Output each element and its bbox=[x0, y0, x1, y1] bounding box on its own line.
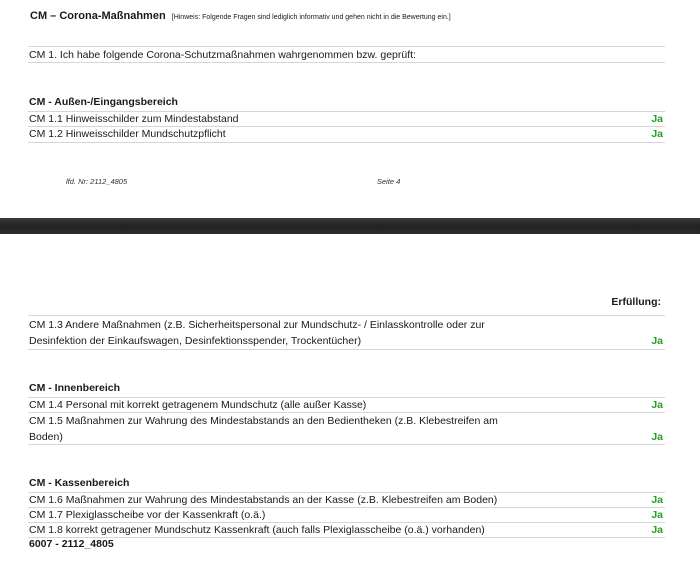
section-title-corona bbox=[30, 10, 451, 22]
question-row-cm1-2 bbox=[28, 126, 665, 143]
question-text: CM 1.1 Hinweisschilder zum Mindestabstand bbox=[29, 113, 239, 125]
question-text-line1: CM 1.3 Andere Maßnahmen (z.B. Sicherheitspersonal zur Mundschutz- / Einlasskontrolle oder zur bbox=[29, 319, 485, 331]
question-cm1 bbox=[28, 46, 665, 63]
page-break-separator bbox=[0, 218, 700, 234]
question-text: CM 1.8 korrekt getragener Mundschutz Kassenkraft (auch falls Plexiglasscheibe (o.ä.) vorhanden) bbox=[29, 524, 485, 536]
question-cm1-text: CM 1. Ich habe folgende Corona-Schutzmaßnahmen wahrgenommen bzw. geprüft: bbox=[29, 49, 416, 61]
title-note: [Hinweis: Folgende Fragen sind lediglich informativ und gehen nicht in die Bewertung ein.] bbox=[171, 14, 451, 21]
question-row-cm1-3 bbox=[28, 315, 665, 350]
footer-page-number: Seite 4 bbox=[377, 177, 401, 186]
question-row-cm1-7 bbox=[28, 507, 665, 523]
document-code: 6007 - 2112_4805 bbox=[29, 538, 114, 550]
question-row-cm1-1 bbox=[28, 111, 665, 127]
question-row-cm1-5 bbox=[28, 412, 665, 445]
question-text: CM 1.6 Maßnahmen zur Wahrung des Mindestabstands an der Kasse (z.B. Klebestreifen am Boden) bbox=[29, 494, 498, 506]
answer-value: Ja bbox=[651, 494, 663, 506]
section-heading-aussen: CM - Außen-/Eingangsbereich bbox=[29, 96, 178, 108]
section-heading-innen: CM - Innenbereich bbox=[29, 382, 121, 394]
footer-lfd-nr: lfd. Nr: 2112_4805 bbox=[66, 177, 128, 186]
answer-value: Ja bbox=[651, 524, 663, 536]
section-heading-kasse: CM - Kassenbereich bbox=[29, 477, 130, 489]
question-text: CM 1.7 Plexiglasscheibe vor der Kassenkraft (o.ä.) bbox=[29, 509, 266, 521]
answer-value: Ja bbox=[651, 509, 663, 521]
question-row-cm1-4 bbox=[28, 397, 665, 413]
answer-value: Ja bbox=[651, 399, 663, 411]
question-text-line2: Boden) bbox=[29, 431, 63, 443]
answer-value: Ja bbox=[651, 335, 663, 347]
erfuellung-header: Erfüllung: bbox=[611, 296, 661, 308]
question-text-line2: Desinfektion der Einkaufswagen, Desinfektionsspender, Trockentücher) bbox=[29, 335, 362, 347]
title-text: CM – Corona-Maßnahmen bbox=[30, 10, 166, 22]
question-row-cm1-6 bbox=[28, 492, 665, 508]
question-row-cm1-8 bbox=[28, 522, 665, 538]
answer-value: Ja bbox=[651, 128, 663, 140]
answer-value: Ja bbox=[651, 431, 663, 443]
question-text: CM 1.4 Personal mit korrekt getragenem Mundschutz (alle außer Kasse) bbox=[29, 399, 367, 411]
answer-value: Ja bbox=[651, 113, 663, 125]
document-page-bottom bbox=[0, 234, 700, 572]
question-text: CM 1.2 Hinweisschilder Mundschutzpflicht bbox=[29, 128, 226, 140]
document-page-top bbox=[0, 0, 700, 218]
question-text-line1: CM 1.5 Maßnahmen zur Wahrung des Mindestabstands an den Bedientheken (z.B. Klebestreifen am bbox=[29, 415, 498, 427]
